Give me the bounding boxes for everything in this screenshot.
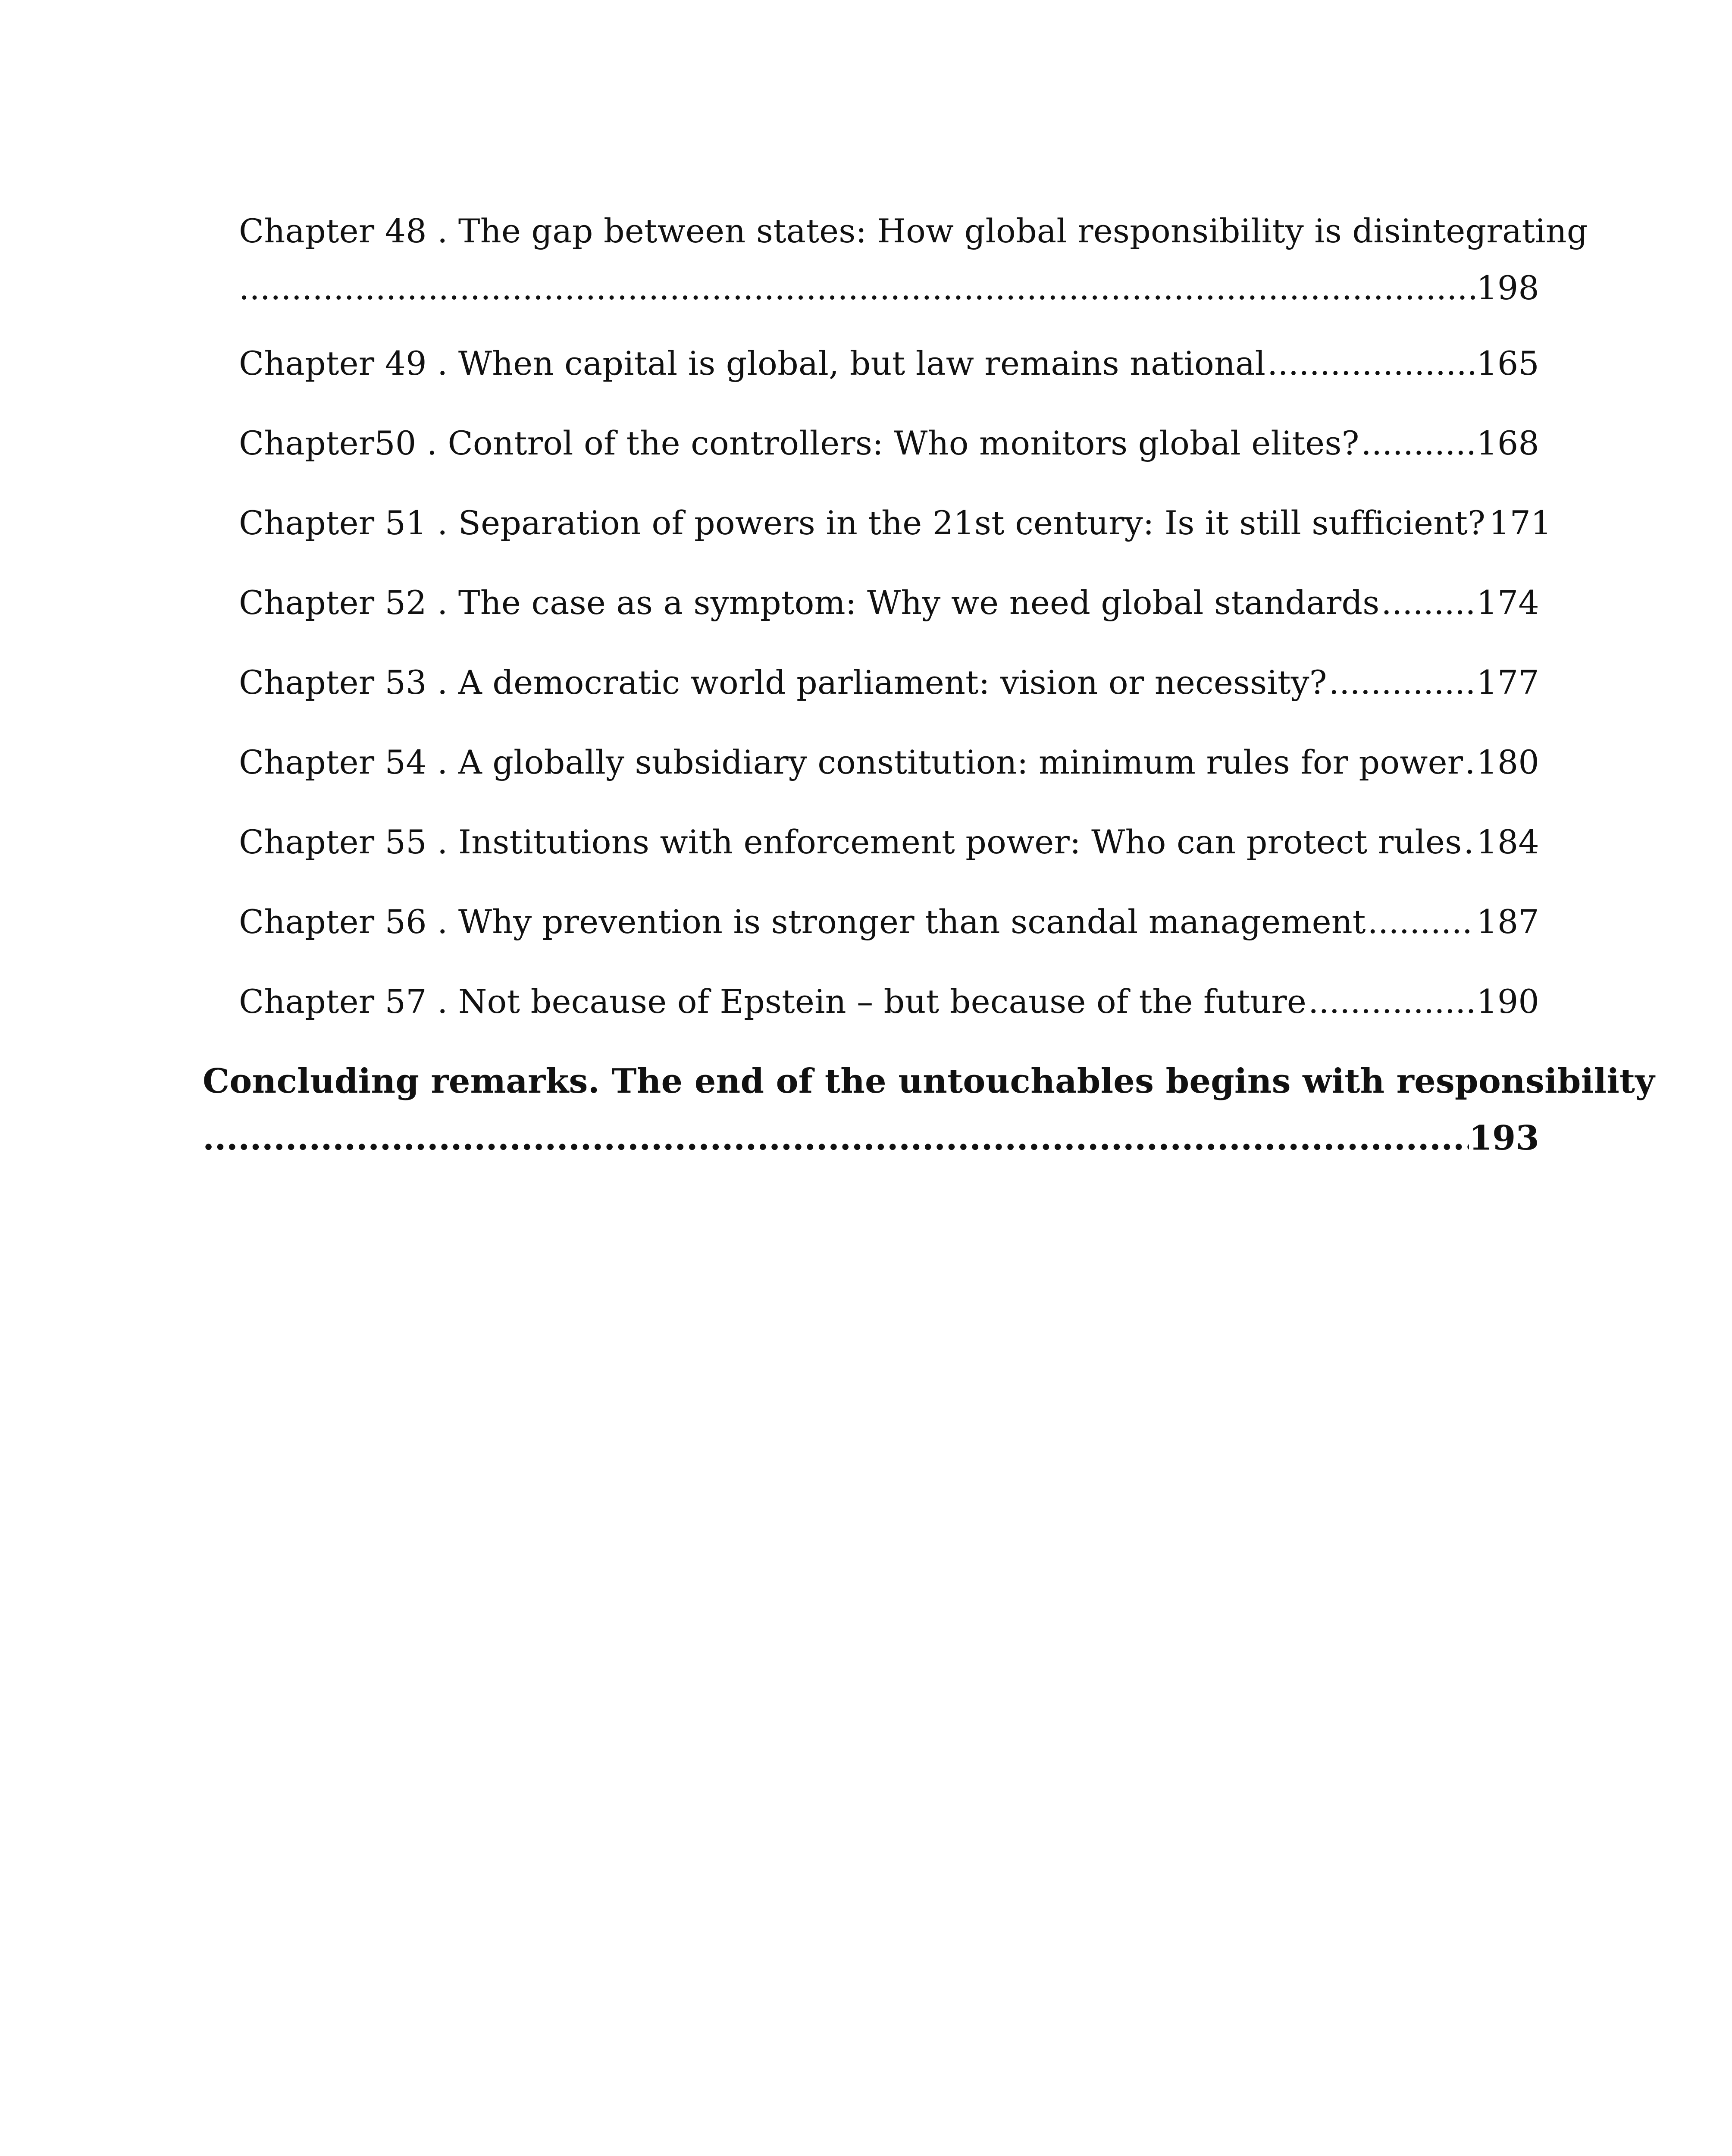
toc-entry-title: Concluding remarks. The end of the untouchables begins with responsibility [203, 1062, 1655, 1101]
toc-entry-chapter-54[interactable] [203, 734, 1539, 791]
toc-entry-page: 184 [1476, 823, 1539, 861]
dot-leader [1308, 973, 1475, 1030]
dot-leader [203, 1110, 1469, 1167]
dot-leader [1361, 415, 1475, 472]
toc-entry-chapter-48[interactable] [203, 203, 1588, 317]
toc-entry-chapter-57[interactable] [203, 973, 1539, 1030]
toc-entry-title: Chapter 53 . A democratic world parliament: vision or necessity? [239, 663, 1327, 702]
toc-entry-title: Chapter 51 . Separation of powers in the 21st century: Is it still sufficient? [239, 504, 1486, 542]
toc-entry-page: 168 [1476, 424, 1539, 462]
toc-entry-title: Chapter 55 . Institutions with enforcement power: Who can protect rules [239, 823, 1462, 861]
toc-entry-title: Chapter 49 . When capital is global, but law remains national [239, 344, 1266, 382]
dot-leader [1463, 814, 1475, 871]
dot-leader [1381, 574, 1475, 631]
toc-entry-title: Chapter50 . Control of the controllers: Who monitors global elites? [239, 424, 1359, 462]
dot-leader [1329, 654, 1475, 711]
dot-leader [1368, 893, 1475, 950]
table-of-contents [203, 203, 1655, 1190]
dot-leader [1267, 335, 1475, 392]
toc-entry-page: 171 [1489, 504, 1552, 542]
toc-entry-title: Chapter 52 . The case as a symptom: Why we need global standards [239, 583, 1380, 622]
toc-entry-chapter-53[interactable] [203, 654, 1539, 711]
toc-entry-page: 165 [1476, 344, 1539, 382]
dot-leader [239, 260, 1476, 317]
toc-entry-page: 177 [1476, 663, 1539, 702]
toc-entry-chapter-56[interactable] [203, 893, 1539, 950]
toc-entry-page: 190 [1476, 982, 1539, 1021]
toc-entry-chapter-55[interactable] [203, 814, 1539, 871]
toc-entry-concluding-remarks[interactable] [203, 1053, 1655, 1167]
toc-entry-page: 174 [1476, 583, 1539, 622]
dot-leader [1465, 734, 1475, 791]
toc-entry-title: Chapter 56 . Why prevention is stronger than scandal management [239, 903, 1366, 941]
toc-entry-title: Chapter 57 . Not because of Epstein – but because of the future [239, 982, 1307, 1021]
toc-entry-page: 198 [1476, 269, 1539, 307]
toc-entry-page: 193 [1469, 1119, 1539, 1158]
toc-entry-page: 187 [1476, 903, 1539, 941]
toc-entry-title: Chapter 54 . A globally subsidiary constitution: minimum rules for power [239, 743, 1463, 781]
toc-entry-page: 180 [1476, 743, 1539, 781]
toc-entry-chapter-52[interactable] [203, 574, 1539, 631]
toc-entry-chapter-49[interactable] [203, 335, 1539, 392]
toc-entry-chapter-50[interactable] [203, 415, 1539, 472]
toc-entry-chapter-51[interactable] [203, 495, 1552, 552]
toc-entry-title: Chapter 48 . The gap between states: How global responsibility is disintegrating [239, 212, 1588, 250]
